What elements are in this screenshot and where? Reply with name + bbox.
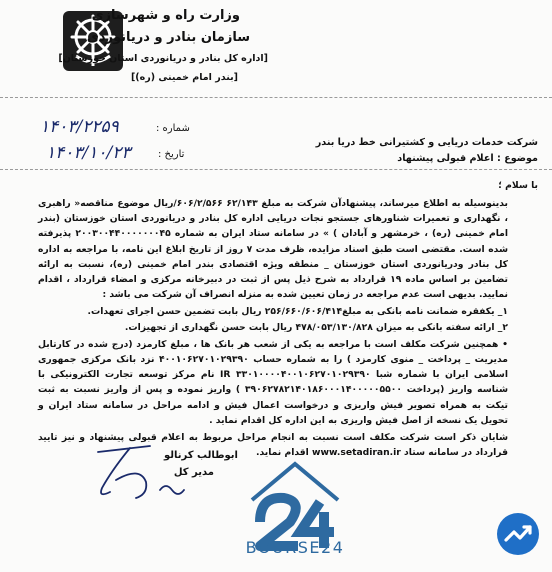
- trend-arrow-icon: [497, 513, 539, 555]
- number-label: شماره :: [156, 123, 190, 134]
- organization-name: سازمان بنادر و دریانوردی: [86, 30, 250, 45]
- header-divider: [0, 97, 552, 98]
- trend-badge[interactable]: [497, 513, 539, 555]
- ministry-name: وزارت راه و شهرسازی: [91, 8, 240, 23]
- handwritten-signature: [90, 440, 210, 510]
- signatory-title: مدیر کل: [173, 467, 214, 478]
- subject: موضوع : اعلام قبولی پیشنهاد: [397, 153, 538, 164]
- fee-paragraph: • همچنین شرکت مکلف است با مراجعه به یکی از شعب هر بانک ها ، مبلغ کارمزد (درج شده در کارتابل مدیریت _ پرداخت _ منوی کارمزد ) را به شماره حساب ۴۰۰۱۰۶۲۷۰۱۰۲۹۳۹۰ نزد بانک مرکزی جمهوری اسلامی ایران با شماره شبا IR ۳۳۰۱۰۰۰۰۴۰۰۱۰۶۲۷۰۱۰۲۹۳۹۰ نام مرکز توسعه تجارت الکترونیکی با شناسه واریز (پرداخت ۳۹۰۶۲۷۸۲۱۴۰۱۸۶۰۰۰۱۴۰۰۰۰۰۵۵۰۰ ) واریز نموده و پس از واریز نسبت به ثبت تیکت به همراه تصویر فیش واریزی و درخواست اعمال فیش و ادامه مراحل در سامانه ستاد ایران و تحویل یک نسخه از اصل فیش واریزی به این اداره کل اقدام نماید .: [38, 338, 508, 426]
- greeting: با سلام ؛: [498, 180, 538, 191]
- promissory-item: ۲_ ارائه سفته بانکی به میزان ۴۷۸/۰۵۳/۱۳۰/۸۲۸ ریال بابت حسن نگهداری از تجهیزات.: [124, 321, 508, 333]
- letter-number: ۱۴۰۳/۲۲۵۹: [40, 117, 119, 137]
- guarantee-item: ۱_ یکفقره ضمانت نامه بانکی به مبلغ۲۵۶/۶۶۰/۶۰۶/۴۱۴ ریال بابت تضمین حسن اجرای تعهدات.: [87, 306, 508, 318]
- signatory-name: ابوطالب کرنالو: [163, 450, 238, 461]
- body-paragraph: بدینوسیله به اطلاع میرساند، پیشنهادآن شرکت به مبلغ ۶۲/۱۴۳ ۶۰۶/۲/۵۶۶/ریال موضوع مناقصه« راهبری ، نگهداری و تعمیرات شناورهای جستجو نجات دریایی اداره کل بنادر و دریانوردی استان خوزستان (بندر امام خمینی (ره) ، خرمشهر و آبادان ) » در سامانه ستاد ایران به شماره ۲۰۰۳۰۰۴۴۰۰۰۰۰۰۰۴۵ پذیرفته شده است. مقتضی است طبق اسناد مزایده، ظرف مدت ۷ روز از تاریخ ابلاغ این نامه، با مراجعه به اداره کل بنادر ودریانوردی استان خوزستان _ منطقه ویژه اقتصادی بندر امام خمینی (ره)، نسبت به ارائه تضامین بر اساس ماده ۱۹ قرارداد به شرح ذیل پس از ثبت در دبیرخانه مرکزی و امضاء قرارداد ، اقدام نمایید. بدیهی است عدم مراجعه در زمان تعیین شده به منزله انصراف آن شرکت می باشد :: [38, 198, 509, 301]
- port-name: [بندر امام خمینی (ره)]: [130, 72, 238, 83]
- date-label: تاریخ :: [158, 149, 185, 160]
- watermark-text: BOURSE24: [245, 538, 345, 557]
- closing-paragraph: شایان ذکر است شرکت مکلف است نسبت به انجام مراحل مربوط به اعلام قبولی پیشنهاد و نیز تایید قرارداد در سامانه ستاد www.setadiran.ir اقدام نماید.: [38, 432, 508, 459]
- letter-body: [38, 196, 508, 460]
- letter-date: ۱۴۰۳/۱۰/۲۳: [46, 143, 131, 163]
- recipient: شرکت خدمات دریایی و کشتیرانی خط دریا بندر: [315, 137, 538, 148]
- subject-divider: [0, 169, 552, 170]
- directorate-name: [اداره کل بنادر و دریانوردی استان خوزستان]: [58, 53, 268, 64]
